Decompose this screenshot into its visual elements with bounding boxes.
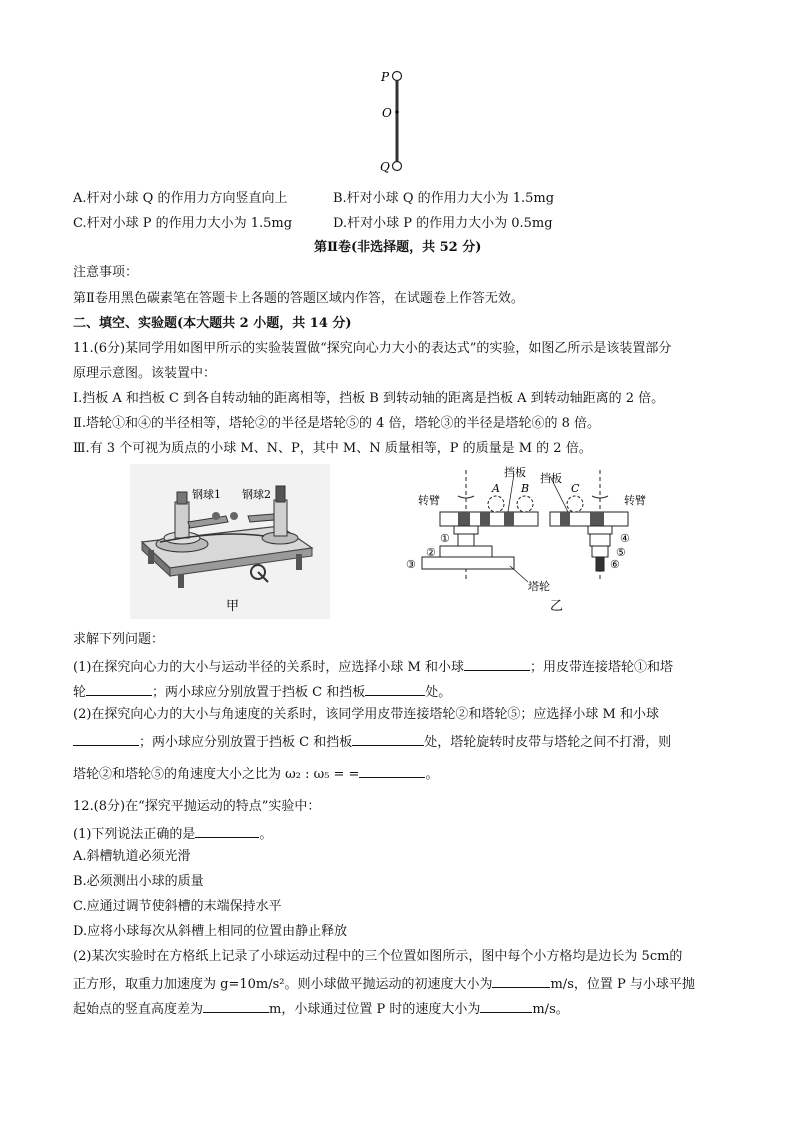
q11-item-1: Ⅰ.挡板 A 和挡板 C 到各自转动轴的距离相等，挡板 B 到转动轴的距离是挡板 A 到转动轴距离的 2 倍。 (73, 391, 665, 406)
label-ball2: 钢球2 (242, 488, 271, 501)
figure-jia (130, 464, 330, 619)
rod-figure (370, 66, 440, 176)
q12-option-b: B.必须测出小球的质量 (73, 874, 204, 889)
label-wheel-2: ② (426, 546, 436, 559)
answer-blank-3[interactable] (365, 683, 425, 696)
answer-blank-2[interactable] (86, 683, 152, 696)
option-c: C.杆对小球 P 的作用力大小为 1.5mg (73, 216, 293, 231)
answer-blank-10[interactable] (480, 1000, 532, 1013)
caption-yi: 乙 (550, 599, 564, 614)
option-d: D.杆对小球 P 的作用力大小为 0.5mg (333, 216, 553, 231)
q11-part2-line1: (2)在探究向心力的大小与角速度的关系时，该同学用皮带连接塔轮②和塔轮⑤；应选择小球 M 和小球 (73, 707, 659, 722)
label-ball1: 钢球1 (192, 488, 221, 501)
q11-intro-2: 原理示意图。该装置中： (73, 366, 217, 381)
solve-title: 求解下列问题： (73, 632, 165, 647)
q11-item-2: Ⅱ.塔轮①和④的半径相等，塔轮②的半径是塔轮⑤的 4 倍，塔轮③的半径是塔轮⑥的 8 倍。 (73, 416, 601, 431)
q12-intro: 12.(8分)在“探究平抛运动的特点”实验中： (73, 799, 321, 814)
q11-intro-1: 11.(6分)某同学用如图甲所示的实验装置做“探究向心力大小的表达式”的实验，如图乙所示是该装置部分 (73, 341, 672, 356)
q12-option-c: C.应通过调节使斜槽的末端保持水平 (73, 899, 282, 914)
q11-part2-line3: 塔轮②和塔轮⑤的角速度大小之比为 ω₂ : ω₅ = = 。 (73, 767, 439, 782)
label-arm-right: 转臂 (624, 494, 646, 507)
part2-title: 二、填空、实验题(本大题共 2 小题，共 14 分) (73, 316, 352, 331)
answer-blank-1[interactable] (464, 658, 530, 671)
label-baffle-1: 挡板 (504, 466, 526, 479)
caption-jia: 甲 (226, 599, 240, 614)
q12-part2-line3: 起始点的竖直高度差为 m，小球通过位置 P 时的速度大小为 m/s。 (73, 1002, 569, 1017)
q11-item-3: Ⅲ.有 3 个可视为质点的小球 M、N、P，其中 M、N 质量相等，P 的质量是 M 的 2 倍。 (73, 441, 592, 456)
pivot-o (395, 110, 399, 114)
notice-title: 注意事项： (73, 265, 139, 280)
option-b: B.杆对小球 Q 的作用力大小为 1.5mg (333, 191, 555, 206)
section2-title: 第Ⅱ卷(非选择题，共 52 分) (314, 240, 482, 255)
notice-text: 第Ⅱ卷用黑色碳素笔在答题卡上各题的答题区域内作答，在试题卷上作答无效。 (73, 291, 524, 306)
q12-option-d: D.应将小球每次从斜槽上相同的位置由静止释放 (73, 924, 348, 939)
label-a: A (492, 482, 500, 495)
answer-blank-5[interactable] (352, 733, 424, 746)
label-p: P (381, 70, 390, 84)
answer-blank-4[interactable] (73, 733, 139, 746)
label-wheel-6: ⑥ (610, 558, 620, 571)
label-wheel-3: ③ (406, 558, 416, 571)
label-baffle-2: 挡板 (540, 472, 562, 485)
option-a: A.杆对小球 Q 的作用力方向竖直向上 (73, 191, 288, 206)
ball-p (393, 72, 402, 81)
label-q: Q (380, 160, 390, 174)
q12-part1: (1)下列说法正确的是 。 (73, 827, 273, 842)
label-c: C (571, 482, 580, 495)
q12-part2-line1: (2)某次实验时在方格纸上记录了小球运动过程中的三个位置如图所示，图中每个小方格均是边长为 5cm的 (73, 949, 683, 964)
ball-q (393, 162, 402, 171)
q11-part2-line2: ；两小球应分别放置于挡板 C 和挡板 处，塔轮旋转时皮带与塔轮之间不打滑，则 (73, 733, 671, 749)
q11-part1-line2: 轮 ；两小球应分别放置于挡板 C 和挡板 处。 (73, 685, 452, 700)
label-arm-left: 转臂 (418, 494, 440, 507)
answer-blank-6[interactable] (359, 765, 425, 778)
answer-blank-7[interactable] (195, 825, 259, 838)
figure-yi (400, 464, 670, 619)
answer-blank-9[interactable] (203, 1000, 269, 1013)
q12-part2-line2: 正方形，取重力加速度为 g=10m/s²。则小球做平抛运动的初速度大小为 m/s，位置 P 与小球平抛 (73, 977, 695, 992)
label-wheel-5: ⑤ (616, 546, 626, 559)
q11-part1-line1: (1)在探究向心力的大小与运动半径的关系时，应选择小球 M 和小球 ；用皮带连接塔轮①和塔 (73, 660, 674, 675)
q12-option-a: A.斜槽轨道必须光滑 (73, 849, 191, 864)
label-b: B (521, 482, 530, 495)
label-o: O (382, 106, 392, 120)
label-wheel-1: ① (440, 532, 450, 545)
answer-blank-8[interactable] (492, 975, 550, 988)
label-wheel-4: ④ (620, 532, 630, 545)
label-tower: 塔轮 (528, 580, 550, 593)
